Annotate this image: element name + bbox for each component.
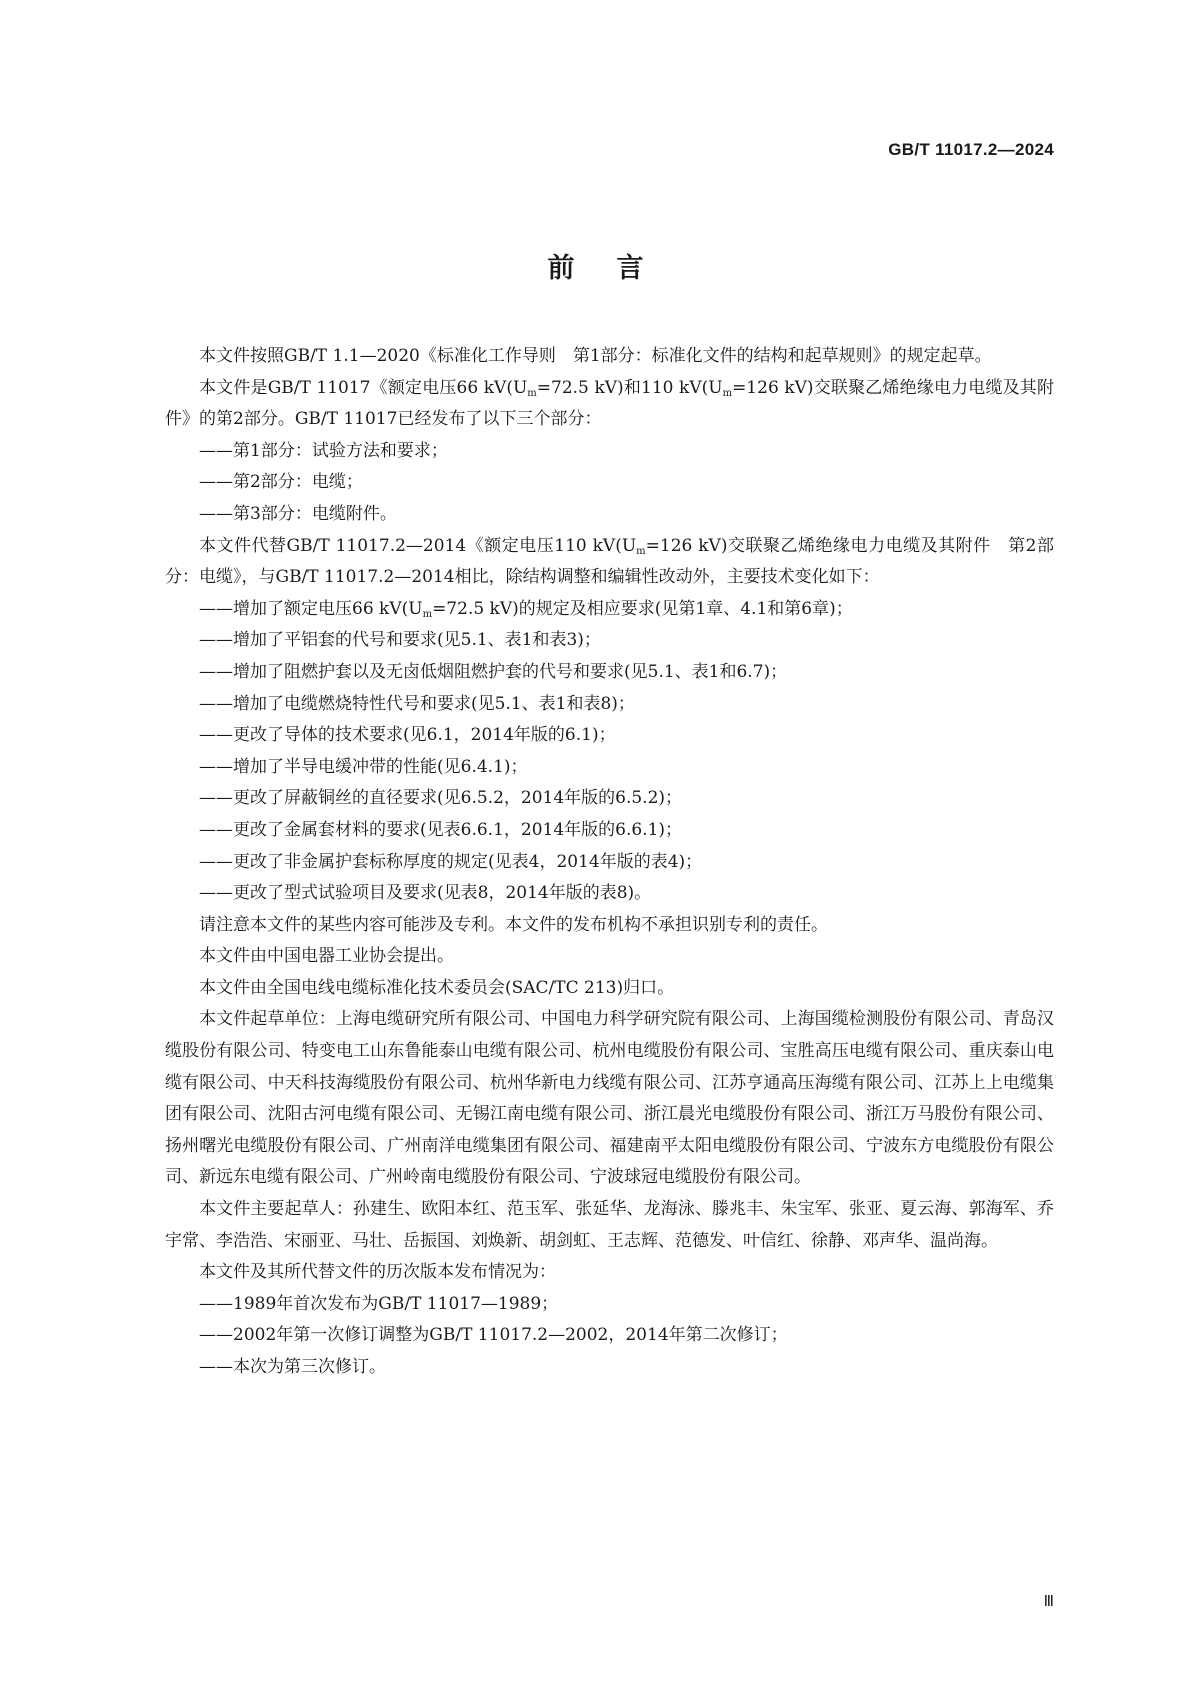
- paragraph-replacement: 本文件代替GB/T 11017.2—2014《额定电压110 $kV(U_m=126$ kV)交联聚乙烯绝缘电力电缆及其附件 第2部分：电缆》，与GB/T 11017.2—2014相比，除结构调整和编辑性改动外，主要技术变化如下：: [165, 535, 1054, 588]
- list-item-part: ——第3部分：电缆附件。: [199, 503, 397, 524]
- list-item-change: ——增加了阻燃护套以及无卤低烟阻燃护套的代号和要求(见5.1、表1和6.7)；: [199, 661, 788, 682]
- list-item-history: ——2002年第一次修订调整为GB/T 11017.2—2002，2014年第二次修订；: [199, 1325, 788, 1346]
- list-item-history: ——1989年首次发布为GB/T 11017—1989；: [199, 1293, 559, 1314]
- paragraph-drafting-units: 本文件起草单位：上海电缆研究所有限公司、中国电力科学研究院有限公司、上海国缆检测股份有限公司、青岛汉缆股份有限公司、特变电工山东鲁能泰山电缆有限公司、杭州电缆股份有限公司、宝胜高压电缆有限公司、重庆泰山电缆有限公司、中天科技海缆股份有限公司、杭州华新电力线缆有限公司、江苏亨通高压海缆有限公司、江苏上上电缆集团有限公司、沈阳古河电缆有限公司、无锡江南电缆有限公司、浙江晨光电缆股份有限公司、浙江万马股份有限公司、扬州曙光电缆股份有限公司、广州南洋电缆集团有限公司、福建南平太阳电缆股份有限公司、宁波东方电缆股份有限公司、新远东电缆有限公司、广州岭南电缆股份有限公司、宁波球冠电缆股份有限公司。: [165, 1009, 1054, 1188]
- list-item-part: ——第1部分：试验方法和要求；: [199, 440, 448, 461]
- list-item-change: ——增加了电缆燃烧特性代号和要求(见5.1、表1和表8)；: [199, 693, 635, 714]
- paragraph-standard-series: 本文件是GB/T 11017《额定电压66 $kV(U_m=72.5$ kV)和110 $kV(U_m=126$ kV)交联聚乙烯绝缘电力电缆及其附件》的第2部分。GB/T 11017已经发布了以下三个部分：: [165, 377, 1054, 430]
- list-item-part: ——第2部分：电缆；: [199, 472, 363, 493]
- paragraph-centralized-by: 本文件由全国电线电缆标准化技术委员会(SAC/TC 213)归口。: [199, 977, 675, 998]
- paragraph-proposed-by: 本文件由中国电器工业协会提出。: [199, 946, 454, 967]
- list-item-change: ——更改了型式试验项目及要求(见表8，2014年版的表8)。: [199, 883, 652, 904]
- paragraph-history-intro: 本文件及其所代替文件的历次版本发布情况为：: [199, 1262, 556, 1283]
- list-item-change: ——更改了导体的技术要求(见6.1，2014年版的6.1)；: [199, 725, 616, 746]
- page-number: Ⅲ: [1043, 1594, 1054, 1610]
- paragraph-drafting-rules: 本文件按照GB/T 1.1—2020《标准化工作导则 第1部分：标准化文件的结构和起草规则》的规定起草。: [199, 346, 992, 366]
- page-title: 前言: [547, 253, 686, 284]
- list-item-change: ——增加了半导电缓冲带的性能(见6.4.1)；: [199, 756, 528, 777]
- paragraph-patent-notice: 请注意本文件的某些内容可能涉及专利。本文件的发布机构不承担识别专利的责任。: [199, 914, 828, 935]
- list-item-change: ——更改了屏蔽铜丝的直径要求(见6.5.2，2014年版的6.5.2)；: [199, 788, 683, 809]
- list-item-change: ——更改了非金属护套标称厚度的规定(见表4，2014年版的表4)；: [199, 851, 703, 872]
- list-item-change: ——增加了额定电压66 $kV(U_m=72.5$ kV)的规定及相应要求(见第1章、4.1和第6章)；: [199, 598, 853, 620]
- document-number: GB/T 11017.2—2024: [888, 140, 1054, 159]
- foreword-body: [165, 341, 1054, 1384]
- list-item-history: ——本次为第三次修订。: [199, 1357, 386, 1377]
- list-item-change: ——更改了金属套材料的要求(见表6.6.1，2014年版的6.6.1)；: [199, 819, 683, 840]
- paragraph-drafters: 本文件主要起草人：孙建生、欧阳本红、范玉军、张延华、龙海泳、滕兆丰、朱宝军、张亚、夏云海、郭海军、乔宇常、李浩浩、宋丽亚、马壮、岳振国、刘焕新、胡剑虹、王志辉、范德发、叶信红、徐静、邓声华、温尚海。: [165, 1199, 1054, 1251]
- list-item-change: ——增加了平铝套的代号和要求(见5.1、表1和表3)；: [199, 630, 601, 651]
